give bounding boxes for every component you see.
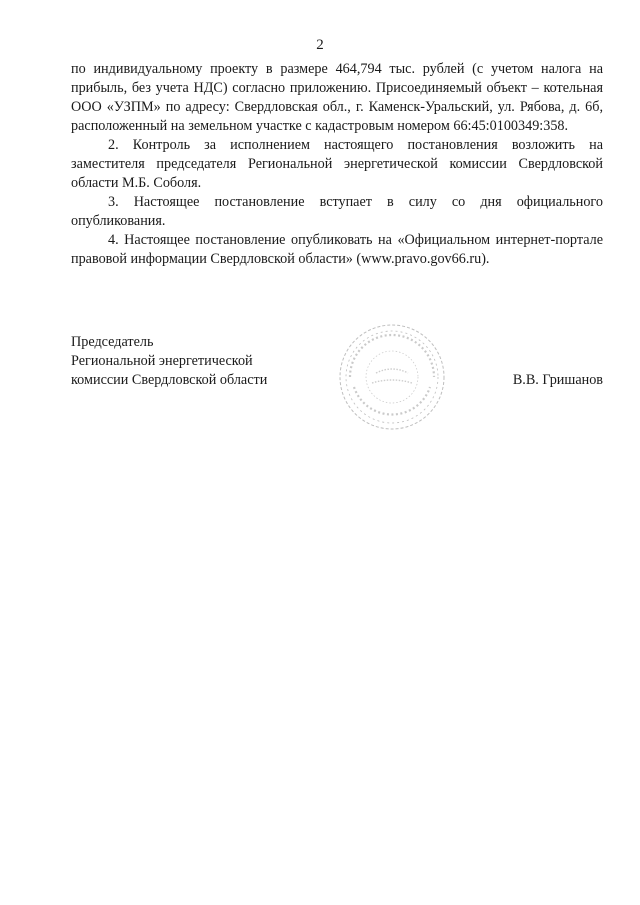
paragraph-control: 2. Контроль за исполнением настоящего постановления возложить на заместителя председателя Региональной энергетической комиссии Свердловской области М.Б. Соболя. [71, 137, 603, 191]
paragraph-publication: 4. Настоящее постановление опубликовать на «Официальном интернет-портале правовой информации Свердловской области» (www.pravo.gov66.ru). [71, 232, 603, 267]
document-body [71, 60, 603, 269]
page-number: 2 [316, 37, 324, 53]
signatory-title-line: Региональной энергетической [71, 353, 253, 369]
signature-block [71, 333, 603, 443]
signatory-title-line: Председатель [71, 334, 154, 350]
signatory-title [71, 333, 267, 390]
paragraph-continuation: по индивидуальному проекту в размере 464,794 тыс. рублей (с учетом налога на прибыль, без учета НДС) согласно приложению. Присоединяемый объект – котельная ООО «УЗПМ» по адресу: Свердловская обл., г. Каменск-Уральский, ул. Рябова, д. 6б, расположенный на земельном участке с кадастровым номером 66:45:0100349:358. [71, 61, 603, 134]
signatory-title-line: комиссии Свердловской области [71, 372, 268, 388]
official-seal-icon [336, 321, 448, 433]
paragraph-effective-date: 3. Настоящее постановление вступает в силу со дня официального опубликования. [71, 194, 603, 229]
signatory-name: В.В. Гришанов [512, 372, 603, 388]
